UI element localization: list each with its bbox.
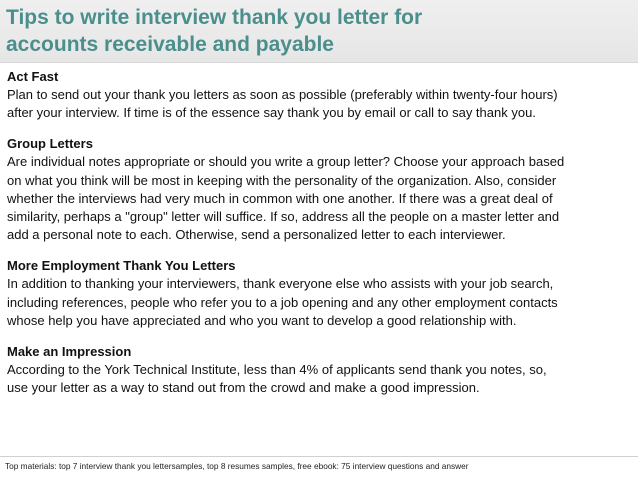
page-title-line-2: accounts receivable and payable: [6, 33, 334, 56]
section-make-an-impression: [7, 342, 633, 397]
section-text-line: on what you think will be most in keeping with the personality of the organization. Also, consider: [7, 172, 557, 188]
section-text-line: similarity, perhaps a "group" letter will suffice. If so, address all the people on a master letter and: [7, 209, 560, 225]
section-text-line: Are individual notes appropriate or should you write a group letter? Choose your approach based: [7, 154, 565, 170]
section-text-line: In addition to thanking your interviewers, thank everyone else who assists with your job search,: [7, 276, 554, 292]
section-act-fast: [7, 67, 633, 122]
footer-text: Top materials: top 7 interview thank you lettersamples, top 8 resumes samples, free ebook: 75 interview questions and answer: [5, 461, 469, 471]
section-text-line: whether the interviews had very much in common with one another. If there was a great deal of: [7, 190, 553, 206]
section-heading: Act Fast: [7, 69, 59, 84]
section-text-line: Plan to send out your thank you letters as soon as possible (preferably within twenty-four hours): [7, 87, 558, 102]
page-title-line-1: Tips to write interview thank you letter for: [6, 6, 423, 29]
section-text-line: According to the York Technical Institute, less than 4% of applicants send thank you notes, so,: [7, 362, 547, 378]
section-text-line: add a personal note to each. Otherwise, send a personalized letter to each interviewer.: [7, 227, 506, 243]
footer-divider: [0, 456, 638, 457]
section-heading: Group Letters: [7, 136, 93, 152]
section-text-line: use your letter as a way to stand out from the crowd and make a good impression.: [7, 380, 480, 396]
section-text-line: including references, people who refer you to a job opening and any other employment contacts: [7, 294, 558, 310]
section-heading: More Employment Thank You Letters: [7, 258, 236, 274]
title-band: [0, 0, 638, 63]
page-title: [6, 4, 632, 58]
section-text-line: after your interview. If time is of the essence say thank you by email or call to say thank you.: [7, 105, 536, 121]
section-more-employment-thank-you-letters: [7, 256, 633, 330]
section-group-letters: [7, 134, 633, 244]
tips-content: [7, 67, 633, 409]
section-text-line: whose help you have appreciated and who you want to develop a good relationship with.: [7, 312, 517, 328]
section-heading: Make an Impression: [7, 344, 132, 360]
